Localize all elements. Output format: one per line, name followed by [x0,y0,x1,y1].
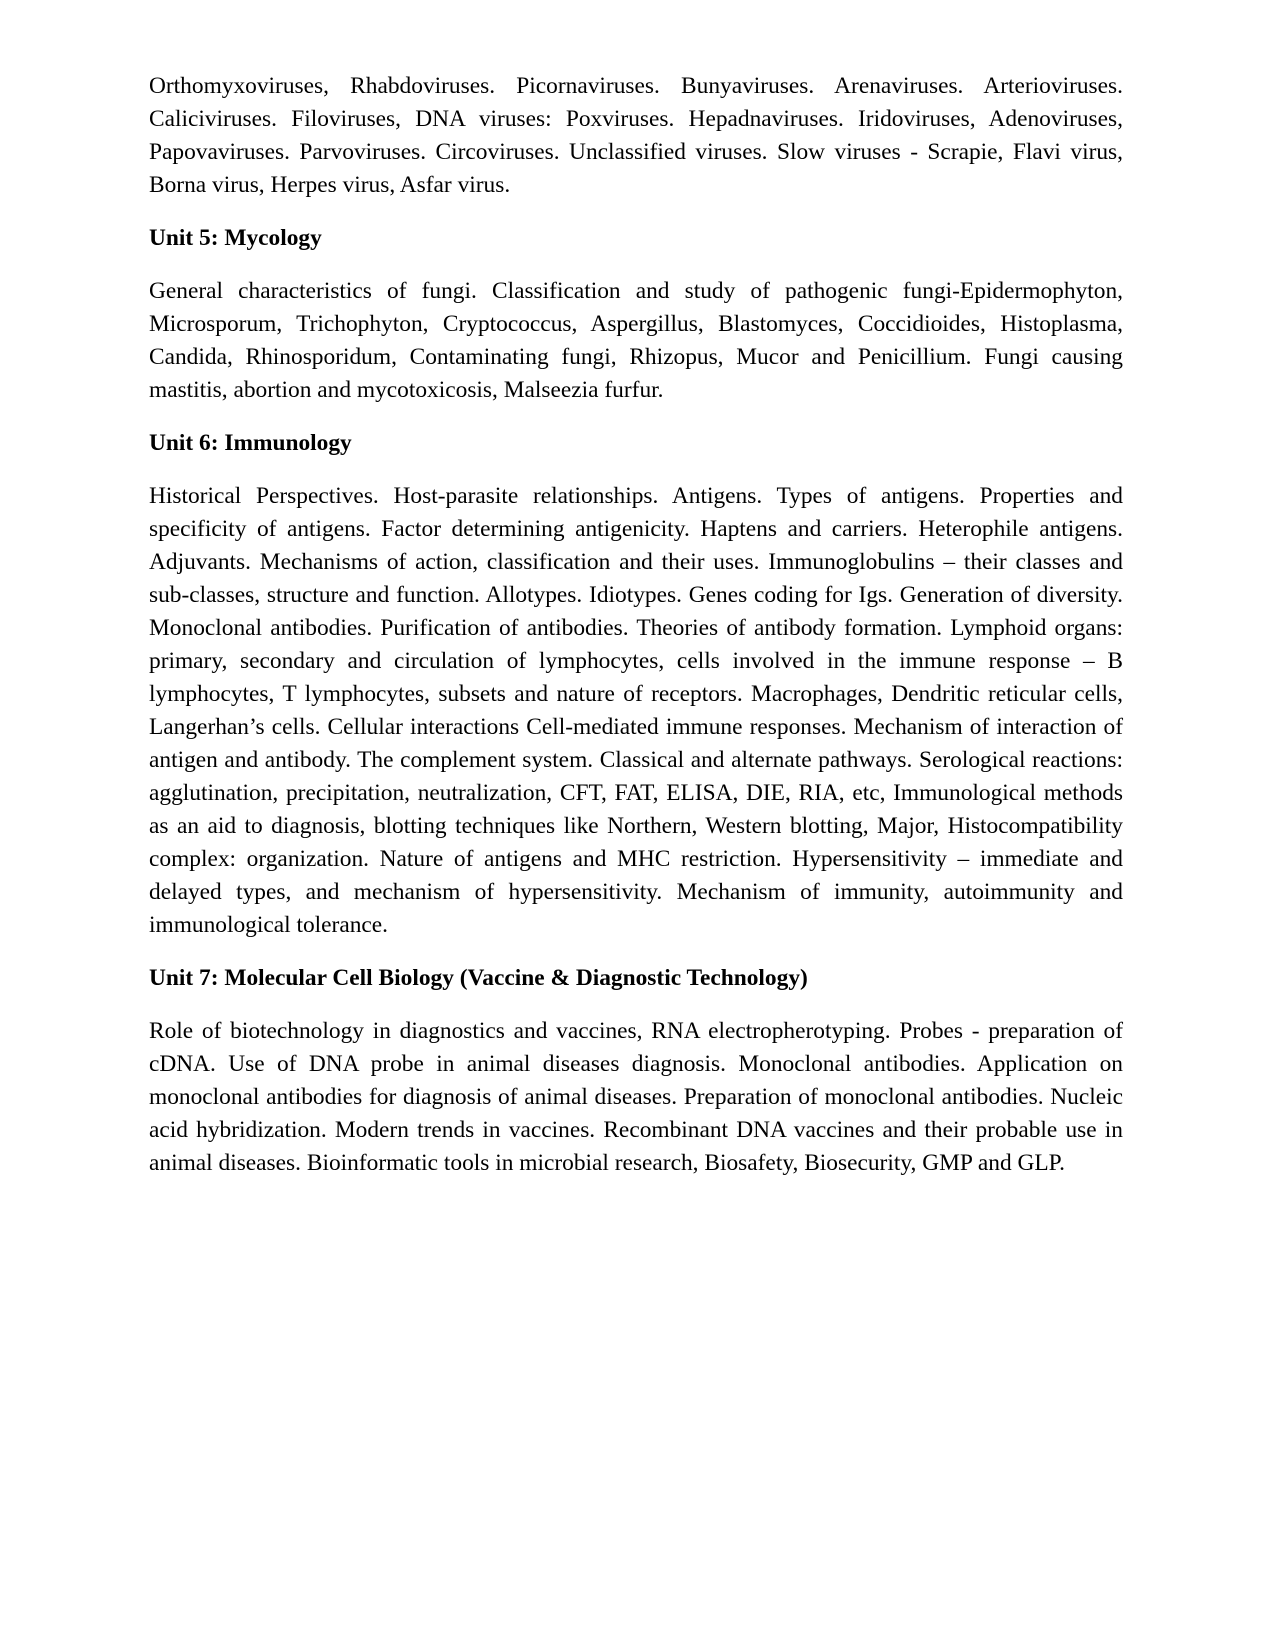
unit-6-heading: Unit 6: Immunology [149,430,352,456]
unit-5-heading: Unit 5: Mycology [149,225,322,251]
unit-7-heading: Unit 7: Molecular Cell Biology (Vaccine & Diagnostic Technology) [149,965,808,991]
unit-5-body: General characteristics of fungi. Classification and study of pathogenic fungi-Epidermophyton, Microsporum, Trichophyton, Cryptococcus, Aspergillus, Blastomyces, Coccidioides, Histoplasma, Candida, Rhinosporidum, Contaminating fungi, Rhizopus, Mucor and Penicillium. Fungi causing mastitis, abortion and mycotoxicosis, Malseezia furfur. [149,278,1123,403]
unit-7-body: Role of biotechnology in diagnostics and vaccines, RNA electropherotyping. Probes - preparation of cDNA. Use of DNA probe in animal diseases diagnosis. Monoclonal antibodies. Application on monoclonal antibodies for diagnosis of animal diseases. Preparation of monoclonal antibodies. Nucleic acid hybridization. Modern trends in vaccines. Recombinant DNA vaccines and their probable use in animal diseases. Bioinformatic tools in microbial research, Biosafety, Biosecurity, GMP and GLP. [149,1018,1123,1176]
unit-6-body: Historical Perspectives. Host-parasite relationships. Antigens. Types of antigens. Properties and specificity of antigens. Factor determining antigenicity. Haptens and carriers. Heterophile antigens. Adjuvants. Mechanisms of action, classification and their uses. Immunoglobulins – their classes and sub-classes, structure and function. Allotypes. Idiotypes. Genes coding for Igs. Generation of diversity. Monoclonal antibodies. Purification of antibodies. Theories of antibody formation. Lymphoid organs: primary, secondary and circulation of lymphocytes, cells involved in the immune response – B lymphocytes, T lymphocytes, subsets and nature of receptors. Macrophages, Dendritic reticular cells, Langerhan’s cells. Cellular interactions Cell-mediated immune responses. Mechanism of interaction of antigen and antibody. The complement system. Classical and alternate pathways. Serological reactions: agglutination, precipitation, neutralization, CFT, FAT, ELISA, DIE, RIA, etc, Immunological methods as an aid to diagnosis, blotting techniques like Northern, Western blotting, Major, Histocompatibility complex: organization. Nature of antigens and MHC restriction. Hypersensitivity – immediate and delayed types, and mechanism of hypersensitivity. Mechanism of immunity, autoimmunity and immunological tolerance. [149,483,1123,938]
intro-paragraph: Orthomyxoviruses, Rhabdoviruses. Picornaviruses. Bunyaviruses. Arenaviruses. Arterioviruses. Caliciviruses. Filoviruses, DNA viruses: Poxviruses. Hepadnaviruses. Iridoviruses, Adenoviruses, Papovaviruses. Parvoviruses. Circoviruses. Unclassified viruses. Slow viruses - Scrapie, Flavi virus, Borna virus, Herpes virus, Asfar virus. [149,73,1123,198]
document-page [149,70,1123,1180]
